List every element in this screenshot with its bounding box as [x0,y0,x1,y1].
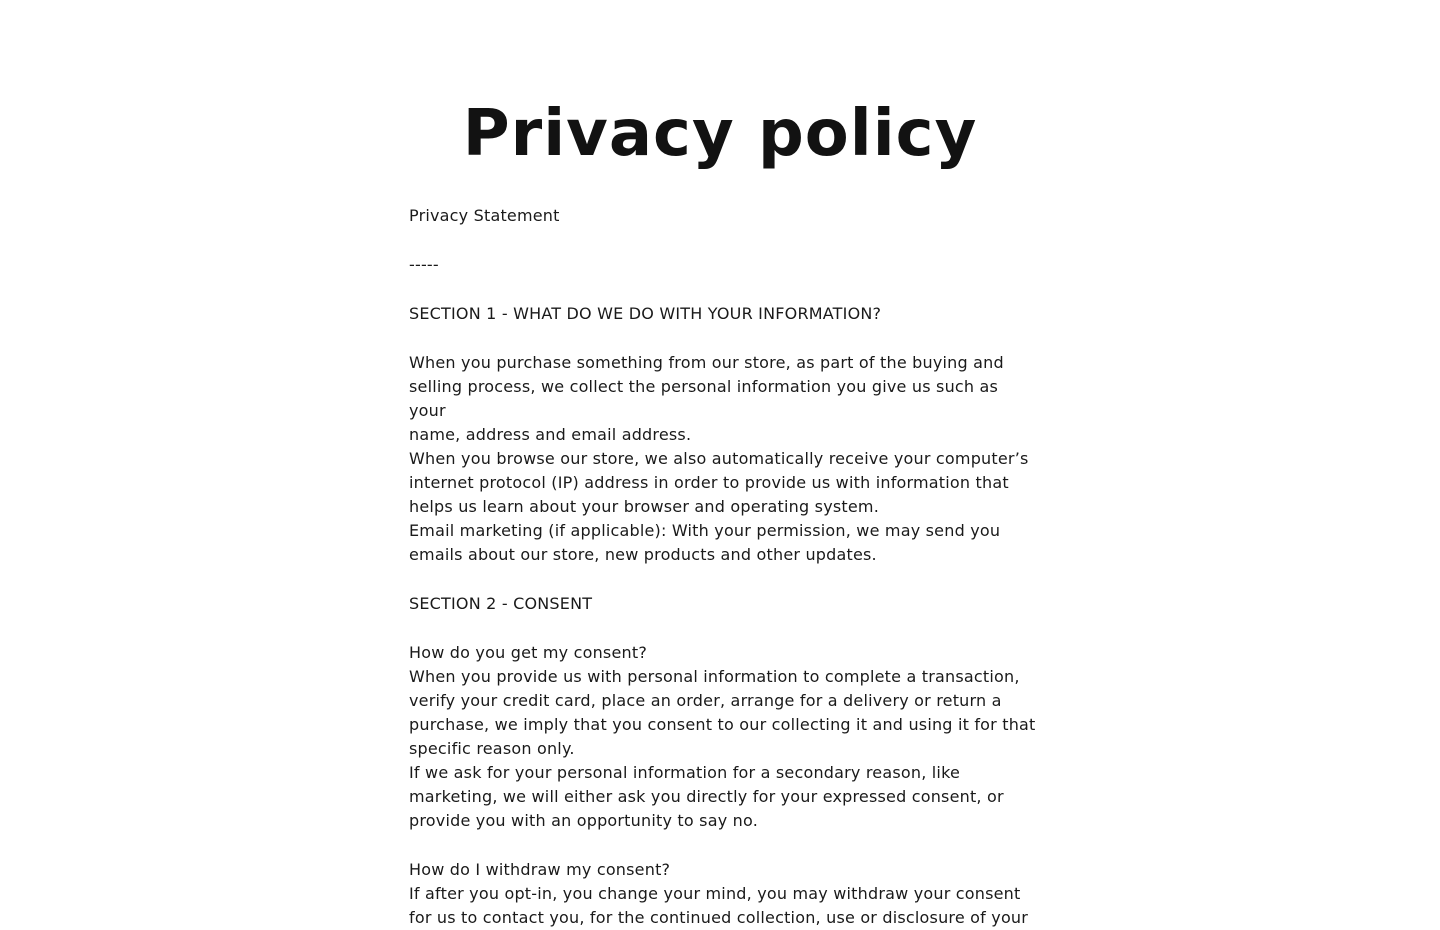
section-2-paragraph: If we ask for your personal information for a secondary reason, like marketing, we will either ask you directly for your expressed consent, or provide you with an opportunity to say no. [409,763,1004,830]
privacy-statement-heading: Privacy Statement [409,206,560,225]
section-1-heading: SECTION 1 - WHAT DO WE DO WITH YOUR INFORMATION? [409,304,882,323]
section-1-paragraph: When you browse our store, we also automatically receive your computer’s internet protocol (IP) address in order to provide us with information that helps us learn about your browser and operating system. [409,449,1029,516]
consent-question: How do you get my consent? [409,643,648,662]
section-2-paragraph: If after you opt-in, you change your mind, you may withdraw your consent for us to contact you, for the continued collection, use or disclosure of your [409,884,1029,927]
section-1-paragraph: When you purchase something from our store, as part of the buying and selling process, we collect the personal information you give us such as your name, address and email address. [409,353,1004,444]
section-2-paragraph: When you provide us with personal information to complete a transaction, verify your credit card, place an order, arrange for a delivery or return a purchase, we imply that you consent to our collecting it and using it for that specific reason only. [409,667,1036,758]
page-title: Privacy policy [462,97,978,171]
section-2-heading: SECTION 2 - CONSENT [409,594,593,613]
divider-text: ----- [409,255,439,274]
policy-content [409,204,1039,930]
withdraw-consent-question: How do I withdraw my consent? [409,860,671,879]
section-1-paragraph: Email marketing (if applicable): With your permission, we may send you emails about our store, new products and other updates. [409,521,1001,564]
